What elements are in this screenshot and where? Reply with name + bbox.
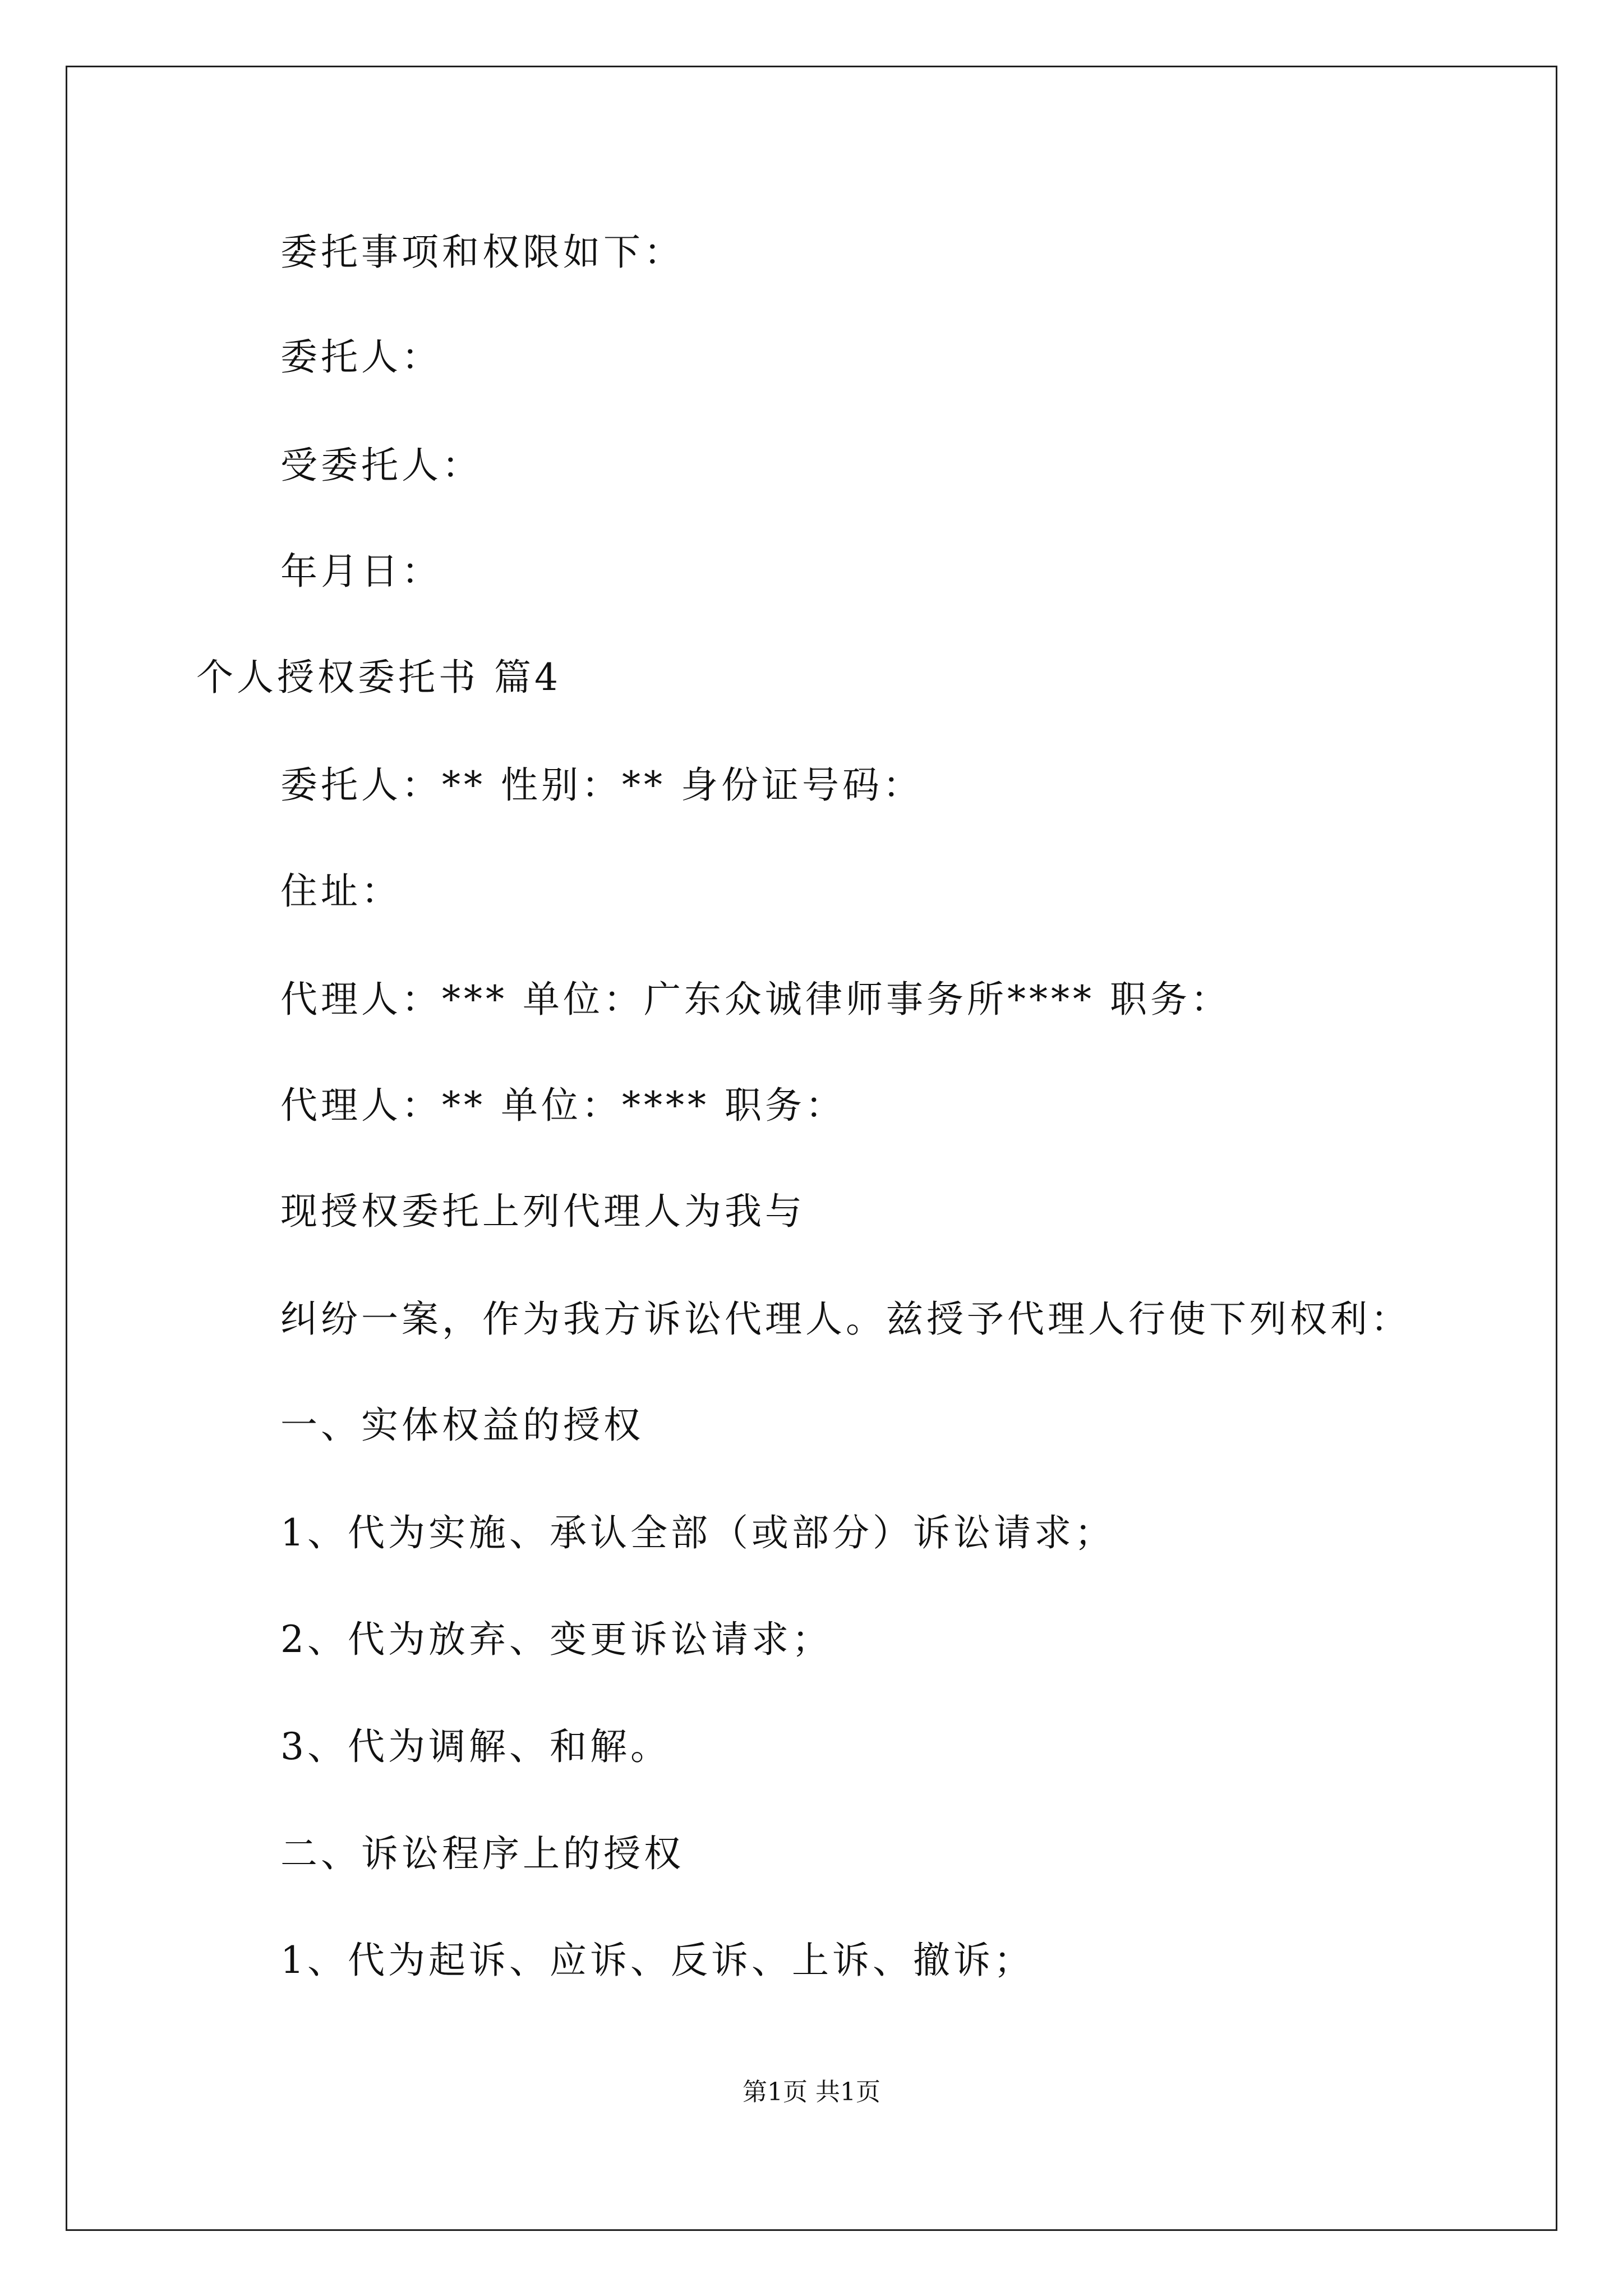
paragraph-line: 委托人：** 性别：** 身份证号码： [280,763,923,807]
paragraph-line: 委托事项和权限如下： [280,231,684,274]
paragraph-line: 住址： [280,869,402,913]
paragraph-line: 1、代为实施、承认全部（或部分）诉讼请求； [280,1511,1115,1554]
paragraph-line: 现授权委托上列代理人为我与 [280,1190,805,1233]
page-border [66,66,1557,2231]
paragraph-line: 代理人：** 单位：**** 职务： [280,1084,846,1127]
paragraph-line: 年月日： [280,550,442,593]
section-heading: 个人授权委托书 篇4 [196,656,561,699]
paragraph-line: 二、诉讼程序上的授权 [280,1832,684,1875]
page-footer: 第1页 共1页 [743,2078,880,2106]
paragraph-line: 3、代为调解、和解。 [280,1725,671,1768]
paragraph-line: 纠纷一案，作为我方诉讼代理人。兹授予代理人行使下列权利： [280,1297,1411,1341]
paragraph-line: 代理人：*** 单位：广东众诚律师事务所**** 职务： [280,978,1231,1021]
paragraph-line: 1、代为起诉、应诉、反诉、上诉、撤诉； [280,1939,1034,1982]
paragraph-line: 2、代为放弃、变更诉讼请求； [280,1618,832,1661]
paragraph-line: 委托人： [280,335,442,379]
paragraph-line: 一、实体权益的授权 [280,1404,644,1447]
paragraph-line: 受委托人： [280,444,482,487]
